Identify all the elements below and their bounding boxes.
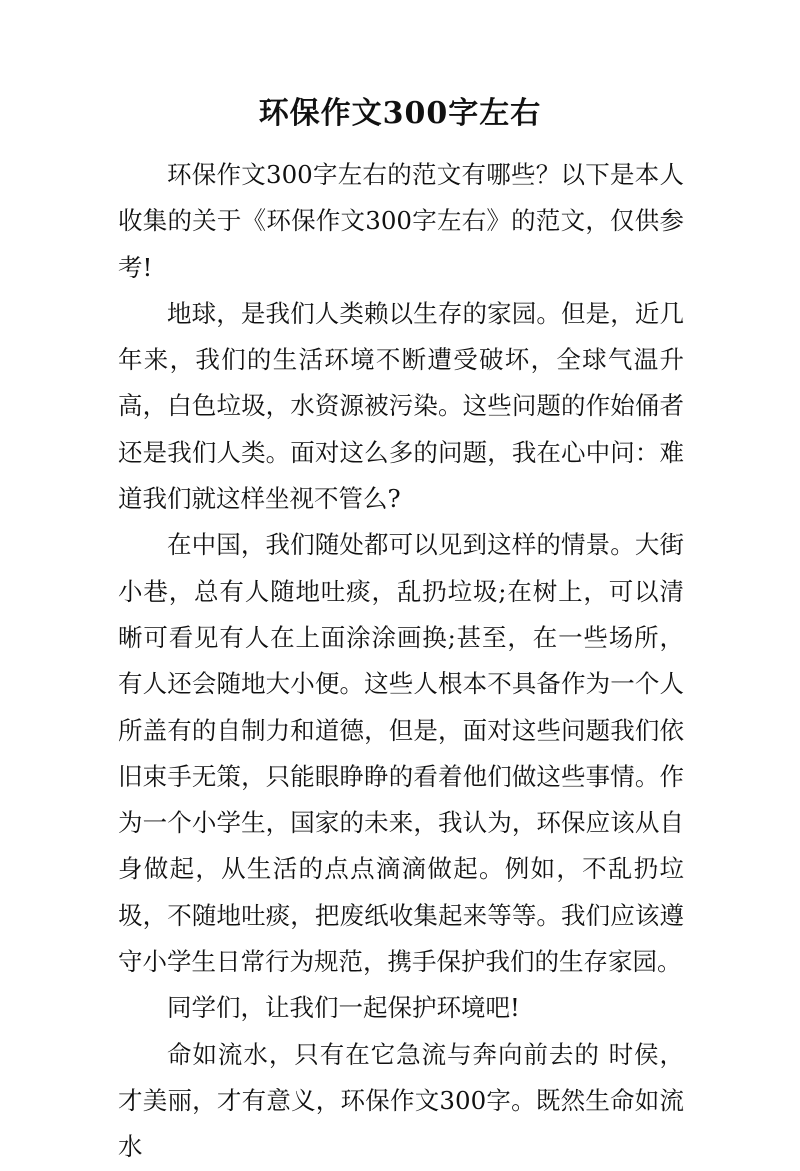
paragraph-life-like-water: 命如流水，只有在它急流与奔向前去的 时侯，才美丽，才有意义，环保作文300字。既然生命如流水 — [118, 1039, 684, 1162]
paragraph-call-to-action: 同学们，让我们一起保护环境吧! — [167, 993, 520, 1023]
paragraph-intro: 环保作文300字左右的范文有哪些？以下是本人收集的关于《环保作文300字左右》的范文，仅供参考! — [118, 160, 684, 282]
paragraph-china: 在中国，我们随处都可以见到这样的情景。大街小巷，总有人随地吐痰，乱扔垃圾;在树上，可以清晰可看见有人在上面涂涂画换;甚至，在一些场所，有人还会随地大小便。这些人根本不具备作为一个人所盖有的自制力和道德，但是，面对这些问题我们依旧束手无策，只能眼睁睁的看着他们做这些事情。作为一个小学生，国家的未来，我认为，环保应该从自身做起，从生活的点点滴滴做起。例如，不乱扔垃圾，不随地吐痰，把废纸收集起来等等。我们应该遵守小学生日常行为规范，携手保护我们的生存家园。 — [118, 530, 684, 977]
paragraph-earth: 地球，是我们人类赖以生存的家园。但是，近几年来，我们的生活环境不断遭受破坏，全球气温升高，白色垃圾，水资源被污染。这些问题的作始俑者还是我们人类。面对这么多的问题，我在心中问：难道我们就这样坐视不管么? — [118, 298, 684, 514]
document-title: 环保作文300字左右 — [258, 96, 542, 131]
document-body — [118, 152, 684, 1171]
